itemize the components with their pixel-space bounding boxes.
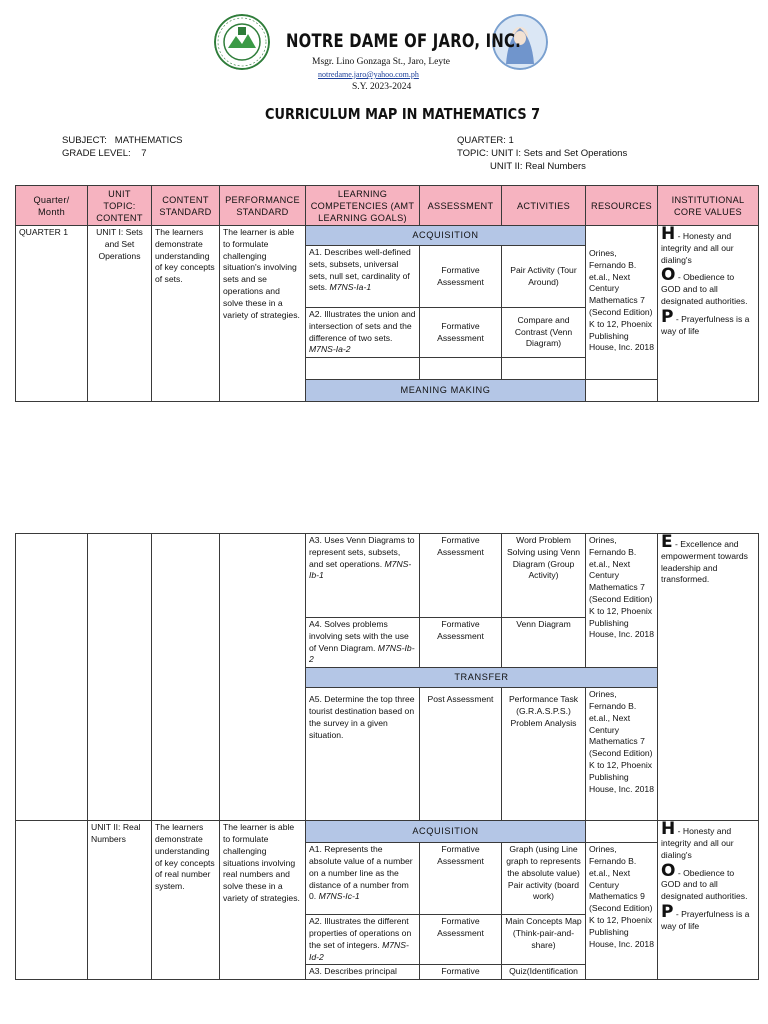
unit-topic-unit2: UNIT II: Real Numbers — [88, 821, 152, 980]
content-standard-unit2: The learners demonstrate understanding of key concepts of real number system. — [152, 821, 220, 980]
assessment-a4: Formative Assessment — [420, 618, 502, 668]
activity-u2-a3: Quiz(Identification — [502, 965, 586, 980]
assessment-a3: Formative Assessment — [420, 534, 502, 618]
unit-cell-p2 — [88, 534, 152, 821]
assessment-a2: Formative Assessment — [420, 308, 502, 358]
activity-u2-a1: Graph (using Line graph to represents the absolute value) Pair activity (board work) — [502, 843, 586, 915]
value-letter-o-2: O — [661, 860, 676, 881]
col-header-quarter: Quarter/ Month — [16, 186, 88, 226]
col-header-performance-standard: PERFORMANCE STANDARD — [220, 186, 306, 226]
activity-a1: Pair Activity (Tour Around) — [502, 246, 586, 308]
activity-u2-a2: Main Concepts Map (Think-pair-and-share) — [502, 915, 586, 965]
competency-u2-a2: A2. Illustrates the different properties of operations on the set of integers. M7NS-Id-2 — [306, 915, 420, 965]
empty-resources-unit2 — [586, 821, 658, 843]
empty-competency — [306, 358, 420, 380]
col-header-activities: ACTIVITIES — [502, 186, 586, 226]
quarter-cell-p2 — [16, 534, 88, 821]
band-meaning-making: MEANING MAKING — [306, 380, 586, 402]
band-acquisition-unit2: ACQUISITION — [306, 821, 586, 843]
topic-unit2-label: UNIT II: Real Numbers — [490, 161, 586, 172]
col-header-assessment: ASSESSMENT — [420, 186, 502, 226]
core-values-e: E - Excellence and empowerment towards leadership and transformed. — [658, 534, 759, 821]
assessment-a1: Formative Assessment — [420, 246, 502, 308]
value-letter-p: P — [661, 306, 674, 327]
core-values-hop: H - Honesty and integrity and all our dialing's O - Obedience to GOD and to all designated authorities. P - Prayerfulness is a way of life — [658, 226, 759, 402]
value-letter-p-2: P — [661, 901, 674, 922]
activity-a3: Word Problem Solving using Venn Diagram (Group Activity) — [502, 534, 586, 618]
col-header-unit-topic: UNIT TOPIC: CONTENT — [88, 186, 152, 226]
school-email-link[interactable]: notredame.jaro@yahoo.com.ph — [318, 70, 419, 79]
activity-a2: Compare and Contrast (Venn Diagram) — [502, 308, 586, 358]
subject-label: SUBJECT: MATHEMATICS — [62, 135, 183, 146]
resources-cell: Orines, Fernando B. et.al., Next Century Mathematics 7 (Second Edition) K to 12, Phoenix Publishing House, Inc. 2018 — [586, 226, 658, 380]
band-acquisition: ACQUISITION — [306, 226, 586, 246]
assessment-u2-a1: Formative Assessment — [420, 843, 502, 915]
grade-level-label: GRADE LEVEL: 7 — [62, 148, 147, 159]
competency-a1: A1. Describes well-defined sets, subsets, universal sets, null set, cardinality of sets. M7NS-Ia-1 — [306, 246, 420, 308]
quarter-cell-unit2 — [16, 821, 88, 980]
band-transfer: TRANSFER — [306, 668, 658, 688]
unit-topic-cell: UNIT I: Sets and Set Operations — [88, 226, 152, 402]
school-address: Msgr. Lino Gonzaga St., Jaro, Leyte — [312, 57, 450, 67]
curriculum-table-page1 — [15, 185, 759, 402]
quarter-label: QUARTER: 1 — [457, 135, 514, 146]
resources-cell-transfer: Orines, Fernando B. et.al., Next Century Mathematics 7 (Second Edition) K to 12, Phoenix Publishing House, Inc. 2018 — [586, 688, 658, 821]
school-seal-logo — [214, 14, 270, 70]
value-letter-e: E — [661, 533, 673, 552]
quarter-cell: QUARTER 1 — [16, 226, 88, 402]
document-title: CURRICULUM MAP IN MATHEMATICS 7 — [265, 105, 541, 123]
col-header-resources: RESOURCES — [586, 186, 658, 226]
activity-a5: Performance Task (G.R.A.S.P.S.) Problem Analysis — [502, 688, 586, 821]
performance-standard-cell: The learner is able to formulate challenging situation's involving sets and se operations and solve these in a variety of strategies. — [220, 226, 306, 402]
school-year: S.Y. 2023-2024 — [352, 82, 412, 92]
curriculum-table-page2 — [15, 533, 759, 980]
resources-cell-mm: Orines, Fernando B. et.al., Next Century Mathematics 7 (Second Edition) K to 12, Phoenix Publishing House, Inc. 2018 — [586, 534, 658, 668]
topic-label: TOPIC: UNIT I: Sets and Set Operations — [457, 148, 628, 159]
competency-a4: A4. Solves problems involving sets with the use of Venn Diagram. M7NS-Ib-2 — [306, 618, 420, 668]
core-values-hop-unit2: H - Honesty and integrity and all our dialing's O - Obedience to GOD and to all designated authorities. P - Prayerfulness is a way of life — [658, 821, 759, 980]
value-letter-h: H — [661, 225, 676, 244]
performance-cell-p2 — [220, 534, 306, 821]
competency-a2: A2. Illustrates the union and intersection of sets and the difference of two sets. M7NS-Ia-2 — [306, 308, 420, 358]
competency-a3: A3. Uses Venn Diagrams to represent sets, subsets, and set operations. M7NS-Ib-1 — [306, 534, 420, 618]
col-header-content-standard: CONTENT STANDARD — [152, 186, 220, 226]
assessment-u2-a2: Formative Assessment — [420, 915, 502, 965]
content-cell-p2 — [152, 534, 220, 821]
competency-a5: A5. Determine the top three tourist destination based on the survey in a given situation. — [306, 688, 420, 821]
competency-u2-a1: A1. Represents the absolute value of a number on a number line as the distance of a number from 0. M7NS-Ic-1 — [306, 843, 420, 915]
value-letter-h-2: H — [661, 820, 676, 840]
empty-activity — [502, 358, 586, 380]
assessment-a5: Post Assessment — [420, 688, 502, 821]
performance-standard-unit2: The learner is able to formulate challenging situations involving real numbers and solve these in a variety of strategies. — [220, 821, 306, 980]
activity-a4: Venn Diagram — [502, 618, 586, 668]
school-name: NOTRE DAME OF JARO, INC. — [286, 30, 521, 52]
col-header-learning-competencies: LEARNING COMPETENCIES (AMT LEARNING GOALS) — [306, 186, 420, 226]
col-header-core-values: INSTITUTIONAL CORE VALUES — [658, 186, 759, 226]
content-standard-cell: The learners demonstrate understanding of key concepts of sets. — [152, 226, 220, 402]
competency-u2-a3: A3. Describes principal — [306, 965, 420, 980]
empty-resources — [586, 380, 658, 402]
assessment-u2-a3: Formative — [420, 965, 502, 980]
value-letter-o: O — [661, 265, 676, 286]
empty-assessment — [420, 358, 502, 380]
resources-cell-unit2: Orines, Fernando B. et.al., Next Century Mathematics 9 (Second Edition) K to 12, Phoenix Publishing House, Inc. 2018 — [586, 843, 658, 980]
